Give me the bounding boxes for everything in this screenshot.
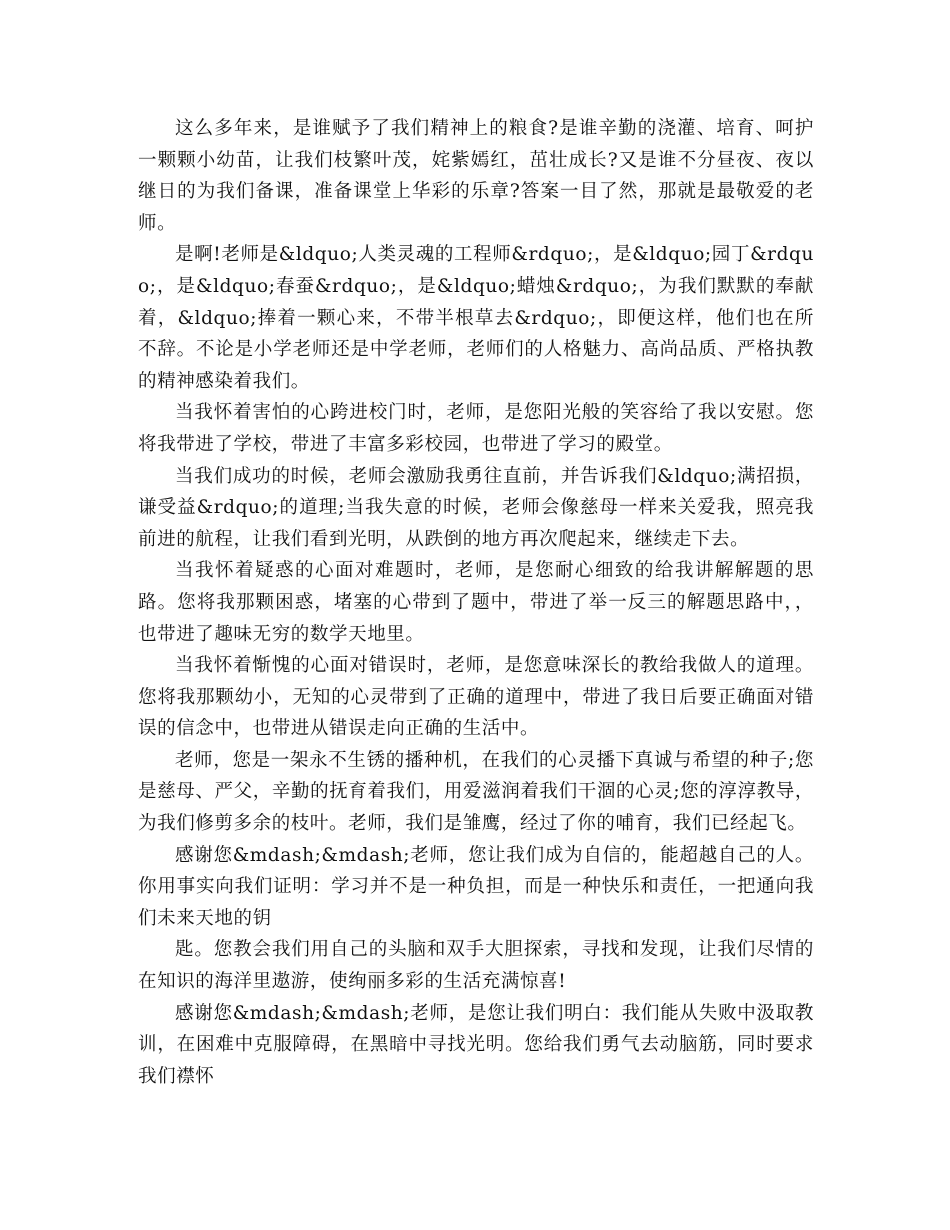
paragraph-5: 当我怀着疑惑的心面对难题时，老师，是您耐心细致的给我讲解解题的思路。您将我那颗困惑，堵塞的心带到了题中，带进了举一反三的解题思路中，，也带进了趣味无穷的数学天地里。 bbox=[138, 560, 814, 645]
paragraph-4: 当我们成功的时候，老师会激励我勇往直前，并告诉我们&ldquo;满招损，谦受益&rdquo;的道理;当我失意的时候，老师会像慈母一样来关爱我，照亮我前进的航程，让我们看到光明，从跌倒的地方再次爬起来，继续走下去。 bbox=[138, 465, 814, 550]
paragraph-7: 老师，您是一架永不生锈的播种机，在我们的心灵播下真诚与希望的种子;您是慈母、严父，辛勤的抚育着我们，用爱滋润着我们干涸的心灵;您的淳淳教导，为我们修剪多余的枝叶。老师，我们是雏鹰，经过了你的哺育，我们已经起飞。 bbox=[138, 749, 814, 835]
paragraph-10: 感谢您&mdash;&mdash;老师，是您让我们明白：我们能从失败中汲取教训，在困难中克服障碍，在黑暗中寻找光明。您给我们勇气去动脑筋，同时要求我们襟怀 bbox=[138, 1002, 814, 1087]
paragraph-9: 匙。您教会我们用自己的头脑和双手大胆探索，寻找和发现，让我们尽情的在知识的海洋里遨游，使绚丽多彩的生活充满惊喜! bbox=[138, 939, 814, 993]
paragraph-2: 是啊!老师是&ldquo;人类灵魂的工程师&rdquo;，是&ldquo;园丁&rdquo;，是&ldquo;春蚕&rdquo;，是&ldquo;蜡烛&rdquo;，为我们默默的奉献着，&ldquo;捧着一颗心来，不带半根草去&rdquo;，即便这样，他们也在所不辞。不论是小学老师还是中学老师，老师们的人格魅力、高尚品质、严格执教的精神感染着我们。 bbox=[138, 244, 814, 392]
paragraph-6: 当我怀着惭愧的心面对错误时，老师，是您意味深长的教给我做人的道理。您将我那颗幼小，无知的心灵带到了正确的道理中，带进了我日后要正确面对错误的信念中，也带进从错误走向正确的生活中。 bbox=[138, 655, 814, 740]
document-body bbox=[138, 113, 814, 1092]
paragraph-8: 感谢您&mdash;&mdash;老师，您让我们成为自信的，能超越自己的人。你用事实向我们证明：学习并不是一种负担，而是一种快乐和责任，一把通向我们未来天地的钥 bbox=[138, 844, 814, 929]
paragraph-1: 这么多年来，是谁赋予了我们精神上的粮食?是谁辛勤的浇灌、培育、呵护一颗颗小幼苗，让我们枝繁叶茂，姹紫嫣红，茁壮成长?又是谁不分昼夜、夜以继日的为我们备课，准备课堂上华彩的乐章?答案一目了然，那就是最敬爱的老师。 bbox=[138, 118, 814, 234]
paragraph-3: 当我怀着害怕的心跨进校门时，老师，是您阳光般的笑容给了我以安慰。您将我带进了学校，带进了丰富多彩校园，也带进了学习的殿堂。 bbox=[138, 402, 814, 455]
